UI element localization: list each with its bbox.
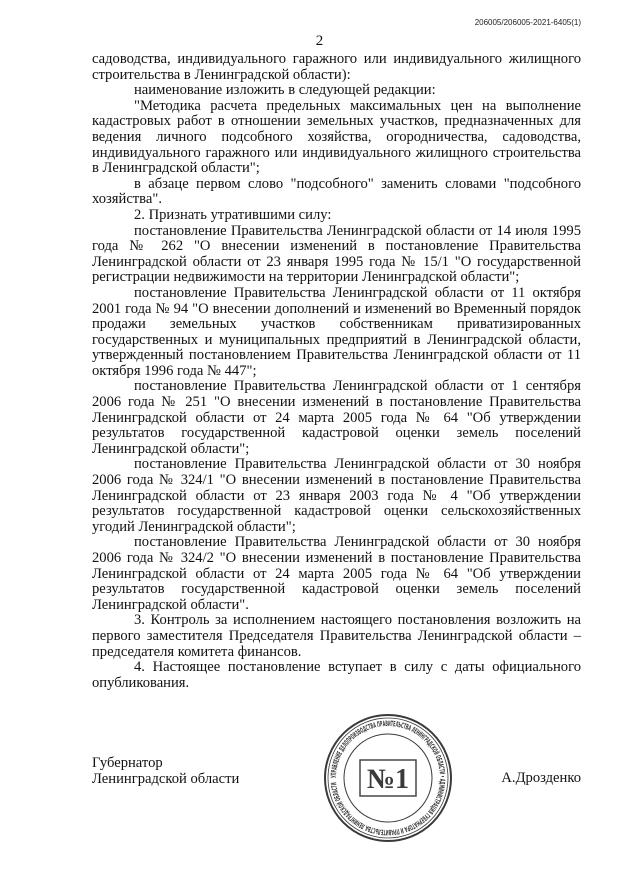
page-number: 2 [315,33,324,49]
paragraph-item-3: 3. Контроль за исполнением настоящего постановления возложить на первого заместителя Председателя Правительства Ленинградской области – председателя комитета финансов. [92,612,581,660]
paragraph-word-replacement: в абзаце первом слово "подсобного" заменить словами "подсобного хозяйства". [92,175,581,208]
paragraph-repealed-act-2: постановление Правительства Ленинградской области от 11 октября 2001 года № 94 "О внесении дополнений и изменений во Временный порядок продажи земельных участков собственникам приватизированных государственных и муниципальных предприятий в Ленинградской области, утвержденный постановлением Правительства Ленинградской области от 11 октября 1996 года № 447"; [92,284,581,379]
paragraph-repealed-act-4: постановление Правительства Ленинградской области от 30 ноября 2006 года № 324/1 "О внесении изменений в постановление Правительства Ленинградской области от 23 января 2003 года № 4 "Об утверждении результатов государственной кадастровой оценки сельскохозяйственных угодий Ленинградской области"; [92,456,581,535]
document-number: 206005/206005-2021-6405(1) [474,18,581,27]
paragraph-item-2: 2. Признать утратившими силу: [134,206,332,223]
signatory-title [92,756,239,787]
document-body [92,52,581,691]
paragraph-repealed-act-5: постановление Правительства Ленинградской области от 30 ноября 2006 года № 324/2 "О внесении изменений в постановление Правительства Ленинградской области от 24 марта 2005 года № 64 "Об утверждении результатов государственной кадастровой оценки земель поселений Ленинградской области". [92,534,581,613]
signatory-position: Губернатор [92,755,163,771]
signatory-name: А.Дрозденко [501,770,581,786]
paragraph-methodology-title: "Методика расчета предельных максимальных цен на выполнение кадастровых работ в отношении земельных участков, предназначенных для ведения личного подсобного хозяйства, огородничества, садоводства, индивидуального гаражного или индивидуального жилищного строительства в Ленинградской области"; [92,97,581,177]
stamp-center: №1 [366,764,410,795]
paragraph-repealed-act-3: постановление Правительства Ленинградской области от 1 сентября 2006 года № 251 "О внесении изменений в постановление Правительства Ленинградской области от 24 марта 2005 года № 64 "Об утверждении результатов государственной кадастровой оценки земель поселений Ленинградской области"; [92,378,581,457]
official-stamp [322,712,454,844]
paragraph-title-instruction: наименование изложить в следующей редакции: [134,82,436,99]
svg-text:УПРАВЛЕНИЕ ДЕЛОПРОИЗВОДСТВА ПР: УПРАВЛЕНИЕ ДЕЛОПРОИЗВОДСТВА ПРАВИТЕЛЬСТВА ЛЕНИНГРАДСКОЙ ОБЛАСТИ • АДМИНИСТРАЦИЯ ГУБЕРНАТОРА И ПРАВИТЕЛЬСТВА ЛЕНИНГРАДСКОЙ ОБЛАСТИ [328,718,448,838]
paragraph-repealed-act-1: постановление Правительства Ленинградской области от 14 июля 1995 года № 262 "О внесении изменений в постановление Правительства Ленинградской области от 23 января 1995 года № 15/1 "О государственной регистрации недвижимости на территории Ленинградской области"; [92,222,581,286]
paragraph-continuation: садоводства, индивидуального гаражного или индивидуального жилищного строительства в Ленинградской области): [92,51,581,83]
paragraph-item-4: 4. Настоящее постановление вступает в силу с даты официального опубликования. [92,659,581,691]
signatory-region: Ленинградской области [92,770,240,787]
